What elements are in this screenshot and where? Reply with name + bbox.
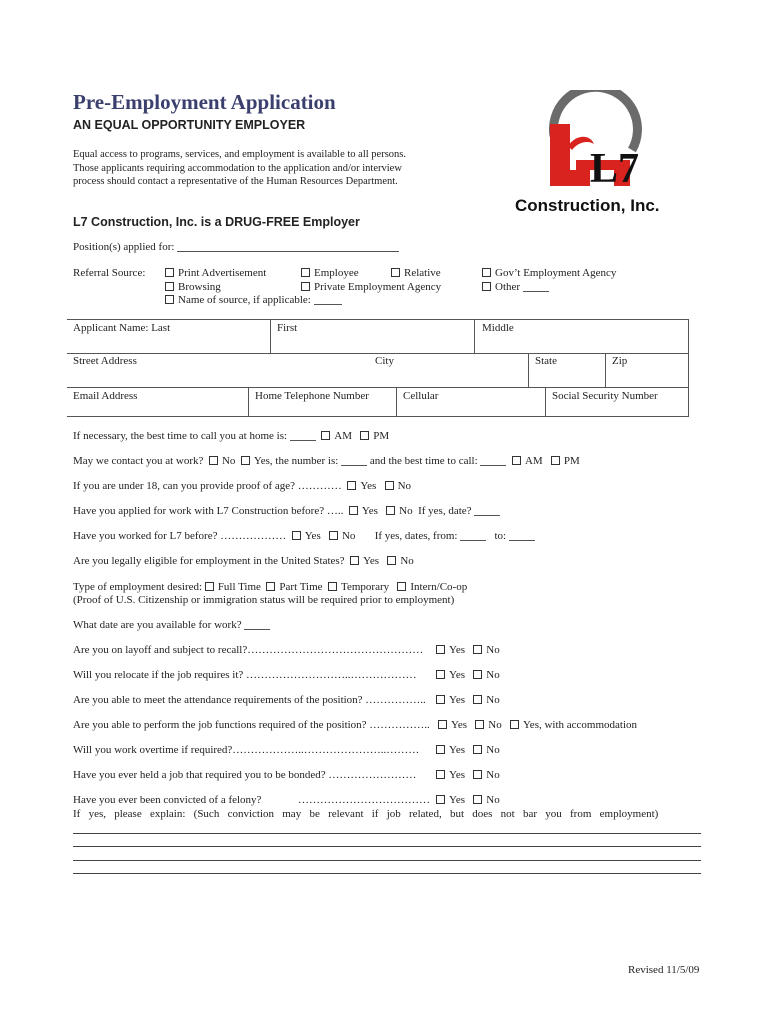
cellular-field[interactable]: Cellular xyxy=(403,390,439,402)
felony-explain-label: If yes, please explain: (Such conviction may be relevant if job related, but does not bar you from employment) xyxy=(73,808,659,820)
yes-checkbox[interactable] xyxy=(438,720,447,729)
explain-line-2[interactable] xyxy=(73,846,701,847)
city-field[interactable]: City xyxy=(375,355,394,367)
explain-line-1[interactable] xyxy=(73,833,701,834)
page-title: Pre-Employment Application xyxy=(73,90,336,114)
yes-checkbox[interactable] xyxy=(436,645,445,654)
option-label: Employee xyxy=(314,267,359,279)
temporary-checkbox[interactable] xyxy=(328,582,337,591)
no-checkbox[interactable] xyxy=(385,481,394,490)
q-felony-options xyxy=(436,794,500,806)
question-text: Have you applied for work with L7 Construction before? ….. xyxy=(73,505,344,517)
ssn-field[interactable]: Social Security Number xyxy=(552,390,658,402)
referral-private-agency[interactable] xyxy=(301,281,441,293)
question-text: Type of employment desired: xyxy=(73,581,203,593)
q-felony-dots: ……………………………… xyxy=(298,794,430,806)
yes-checkbox[interactable] xyxy=(350,556,359,565)
position-row xyxy=(73,241,399,253)
source-name-input[interactable] xyxy=(314,304,342,305)
am-checkbox[interactable] xyxy=(321,431,330,440)
q-functions: Are you able to perform the job functions required of the position? …………….. xyxy=(73,719,430,731)
no-checkbox[interactable] xyxy=(473,695,482,704)
referral-govt-agency[interactable] xyxy=(482,267,616,279)
position-label: Position(s) applied for: xyxy=(73,241,175,253)
q-attendance: Are you able to meet the attendance requirements of the position? …………….. xyxy=(73,694,426,706)
q-layoff: Are you on layoff and subject to recall?………………………………………… xyxy=(73,644,424,656)
q-best-time-home xyxy=(73,430,389,442)
no-label: No xyxy=(400,555,414,567)
q-layoff-options xyxy=(436,644,500,656)
eoe-subtitle: AN EQUAL OPPORTUNITY EMPLOYER xyxy=(73,118,306,132)
referral-label: Referral Source: xyxy=(73,267,146,279)
q-relocate: Will you relocate if the job requires it? ………………………..……………… xyxy=(73,669,417,681)
am-label: AM xyxy=(334,430,353,442)
checkbox[interactable] xyxy=(165,282,174,291)
checkbox[interactable] xyxy=(301,282,310,291)
no-checkbox[interactable] xyxy=(473,745,482,754)
no-checkbox[interactable] xyxy=(473,770,482,779)
position-input[interactable] xyxy=(177,251,399,252)
no-label: No xyxy=(397,480,412,492)
no-checkbox[interactable] xyxy=(473,670,482,679)
pm-checkbox[interactable] xyxy=(551,456,560,465)
if-yes-date-label: If yes, date? xyxy=(418,505,472,517)
q-overtime-options xyxy=(436,744,500,756)
yes-label: Yes xyxy=(449,769,466,781)
option-label: Name of source, if applicable: xyxy=(178,294,311,306)
no-checkbox[interactable] xyxy=(475,720,484,729)
pm-checkbox[interactable] xyxy=(360,431,369,440)
yes-checkbox[interactable] xyxy=(436,770,445,779)
revision-date: Revised 11/5/09 xyxy=(628,964,700,976)
q-relocate-options xyxy=(436,669,500,681)
drug-free-statement: L7 Construction, Inc. is a DRUG-FREE Employer xyxy=(73,215,360,229)
am-checkbox[interactable] xyxy=(512,456,521,465)
referral-print-ad[interactable] xyxy=(165,267,266,279)
checkbox[interactable] xyxy=(165,268,174,277)
q-overtime: Will you work overtime if required?………………..…………………..……… xyxy=(73,744,420,756)
explain-line-3[interactable] xyxy=(73,860,701,861)
last-name-field[interactable]: Applicant Name: Last xyxy=(73,322,171,334)
intern-checkbox[interactable] xyxy=(397,582,406,591)
no-checkbox[interactable] xyxy=(386,506,395,515)
no-label: No xyxy=(486,794,500,806)
no-label: No xyxy=(486,644,500,656)
yes-label: Yes xyxy=(449,744,466,756)
yes-label: Yes xyxy=(449,694,466,706)
question-text: Have you worked for L7 before? ……………… xyxy=(73,530,287,542)
checkbox[interactable] xyxy=(165,295,174,304)
yes-label: Yes xyxy=(304,530,321,542)
q-under-18 xyxy=(73,480,411,492)
no-label: No xyxy=(486,694,500,706)
question-text: May we contact you at work? xyxy=(73,455,204,467)
checkbox[interactable] xyxy=(391,268,400,277)
yes-label: Yes xyxy=(363,555,380,567)
yes-label: Yes xyxy=(451,719,468,731)
question-text: If necessary, the best time to call you at home is: xyxy=(73,430,288,442)
accommodation-checkbox[interactable] xyxy=(510,720,519,729)
checkbox[interactable] xyxy=(482,282,491,291)
no-checkbox[interactable] xyxy=(473,645,482,654)
middle-name-field[interactable]: Middle xyxy=(482,322,514,334)
option-label: Other xyxy=(495,281,521,293)
no-label: No xyxy=(399,505,413,517)
no-label: No xyxy=(486,744,500,756)
work-time-input[interactable] xyxy=(480,465,506,466)
full-time-checkbox[interactable] xyxy=(205,582,214,591)
checkbox[interactable] xyxy=(301,268,310,277)
q-functions-options xyxy=(438,719,637,731)
referral-source-name[interactable] xyxy=(165,294,342,306)
question-text: If you are under 18, can you provide proof of age? ………… xyxy=(73,480,342,492)
logo-mark: L7 xyxy=(590,146,640,192)
yes-checkbox[interactable] xyxy=(436,795,445,804)
street-address-field[interactable]: Street Address xyxy=(73,355,137,367)
from-date-input[interactable] xyxy=(460,540,486,541)
email-field[interactable]: Email Address xyxy=(73,390,138,402)
referral-other[interactable] xyxy=(482,281,549,293)
yes-number-label: Yes, the number is: xyxy=(253,455,339,467)
applied-date-input[interactable] xyxy=(474,515,500,516)
zip-field[interactable]: Zip xyxy=(612,355,628,367)
no-label: No xyxy=(488,719,502,731)
available-date-input[interactable] xyxy=(244,629,270,630)
q-worked-before xyxy=(73,530,535,542)
referral-relative[interactable] xyxy=(391,267,441,279)
yes-label: Yes xyxy=(361,505,378,517)
pm-label: PM xyxy=(373,430,390,442)
no-label: No xyxy=(486,669,500,681)
yes-label: Yes xyxy=(360,480,377,492)
yes-checkbox[interactable] xyxy=(436,745,445,754)
accommodation-label: Yes, with accommodation xyxy=(522,719,638,731)
q-felony: Have you ever been convicted of a felony? xyxy=(73,794,262,806)
am-label: AM xyxy=(524,455,543,467)
option-label: Gov’t Employment Agency xyxy=(495,267,617,279)
option-label: Relative xyxy=(404,267,441,279)
yes-checkbox[interactable] xyxy=(436,670,445,679)
best-time-label: and the best time to call: xyxy=(369,455,478,467)
part-time-checkbox[interactable] xyxy=(266,582,275,591)
state-field[interactable]: State xyxy=(535,355,557,367)
yes-label: Yes xyxy=(449,669,466,681)
no-label: No xyxy=(221,455,236,467)
q-available-date xyxy=(73,619,270,631)
yes-checkbox[interactable] xyxy=(347,481,356,490)
checkbox[interactable] xyxy=(482,268,491,277)
yes-checkbox[interactable] xyxy=(241,456,250,465)
to-date-input[interactable] xyxy=(509,540,535,541)
q-attendance-options xyxy=(436,694,500,706)
q-contact-work xyxy=(73,455,580,467)
company-logo xyxy=(510,90,680,220)
q-bonded: Have you ever held a job that required you to be bonded? …………………… xyxy=(73,769,417,781)
question-text: What date are you available for work? xyxy=(73,619,242,631)
intern-label: Intern/Co-op xyxy=(410,581,468,593)
part-time-label: Part Time xyxy=(279,581,323,593)
question-text: Are you legally eligible for employment in the United States? xyxy=(73,555,345,567)
q-employment-type xyxy=(73,581,467,593)
full-time-label: Full Time xyxy=(217,581,261,593)
q-eligible xyxy=(73,555,414,567)
logo-company-name: Construction, Inc. xyxy=(515,196,660,215)
explain-line-4[interactable] xyxy=(73,873,701,874)
yes-checkbox[interactable] xyxy=(436,695,445,704)
home-phone-field[interactable]: Home Telephone Number xyxy=(255,390,369,402)
dates-from-label: If yes, dates, from: xyxy=(374,530,458,542)
no-checkbox[interactable] xyxy=(209,456,218,465)
temporary-label: Temporary xyxy=(341,581,390,593)
option-label: Browsing xyxy=(178,281,221,293)
first-name-field[interactable]: First xyxy=(277,322,298,334)
yes-label: Yes xyxy=(449,794,466,806)
pm-label: PM xyxy=(563,455,580,467)
work-number-input[interactable] xyxy=(341,465,367,466)
citizenship-proof-note: (Proof of U.S. Citizenship or immigration status will be required prior to employment) xyxy=(73,594,455,606)
q-bonded-options xyxy=(436,769,500,781)
option-label: Private Employment Agency xyxy=(314,281,442,293)
to-label: to: xyxy=(494,530,507,542)
yes-label: Yes xyxy=(449,644,466,656)
no-checkbox[interactable] xyxy=(473,795,482,804)
no-checkbox[interactable] xyxy=(329,531,338,540)
referral-employee[interactable] xyxy=(301,267,359,279)
referral-browsing[interactable] xyxy=(165,281,221,293)
yes-checkbox[interactable] xyxy=(292,531,301,540)
no-label: No xyxy=(486,769,500,781)
accommodation-notice: Equal access to programs, services, and employment is available to all persons. Those applicants requiring accommodation to the application and/or interview process should contact a representative of the Human Resources Department. xyxy=(73,149,406,187)
time-input[interactable] xyxy=(290,440,316,441)
yes-checkbox[interactable] xyxy=(349,506,358,515)
option-label: Print Advertisement xyxy=(178,267,267,279)
no-checkbox[interactable] xyxy=(387,556,396,565)
no-label: No xyxy=(341,530,356,542)
other-input[interactable] xyxy=(523,291,549,292)
q-applied-before xyxy=(73,505,500,517)
